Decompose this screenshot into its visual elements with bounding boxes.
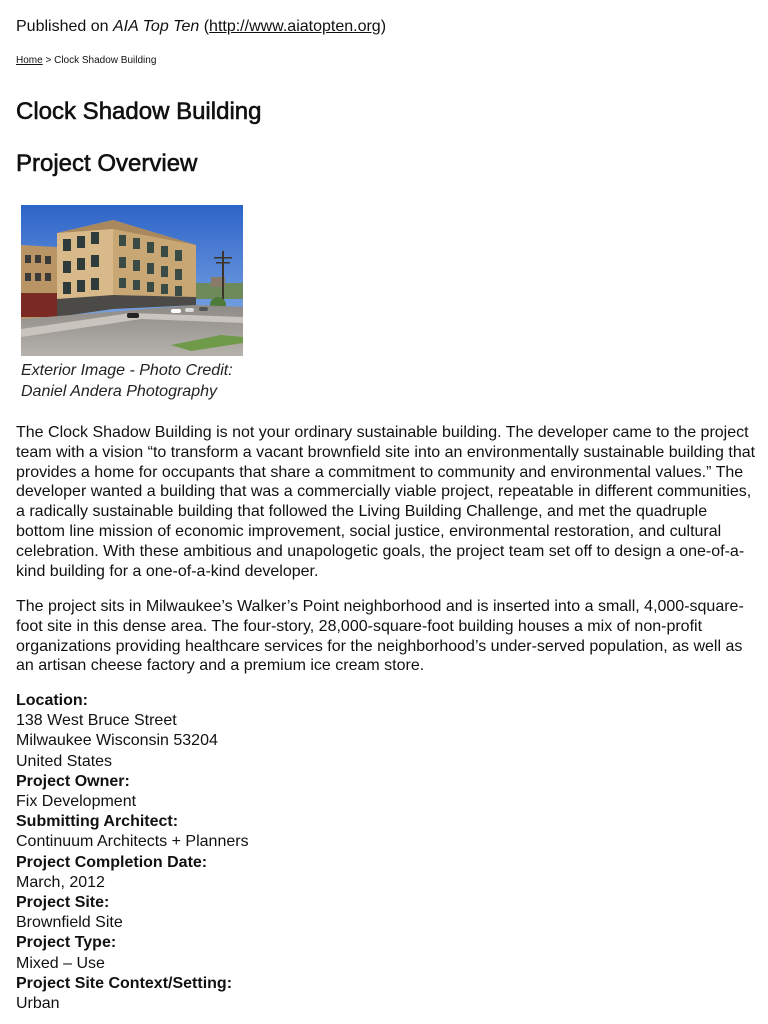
exterior-figure [21, 205, 245, 402]
type-value: Mixed – Use [16, 954, 105, 972]
site-label: Project Site: [16, 894, 110, 912]
completion-value: March, 2012 [16, 873, 105, 891]
site-name: AIA Top Ten [112, 18, 200, 35]
context-label: Project Site Context/Setting: [16, 974, 233, 992]
architect-label: Submitting Architect: [16, 813, 179, 831]
published-prefix: Published on [16, 18, 113, 35]
type-label: Project Type: [16, 934, 117, 952]
caption-line-2: Daniel Andera Photography [21, 383, 217, 400]
published-line [16, 17, 386, 37]
breadcrumb-separator: > [42, 55, 55, 66]
caption-line-1: Exterior Image - Photo Credit: [21, 362, 233, 379]
breadcrumb [16, 54, 156, 68]
page-title: Clock Shadow Building [16, 98, 262, 125]
location-address-country: United States [16, 752, 113, 770]
architect-value: Continuum Architects + Planners [16, 833, 249, 851]
location-address-city: Milwaukee Wisconsin 53204 [16, 732, 218, 750]
owner-label: Project Owner: [16, 772, 130, 790]
image-caption [21, 360, 251, 402]
overview-paragraph-2: The project sits in Milwaukee’s Walker’s Point neighborhood and is inserted into a small, 4,000-square-foot site in this dense area. The four-story, 28,000-square-foot building houses a mix of non-profit organizations providing healthcare services for the neighborhood’s under-served population, as well as an artisan cheese factory and a premium ice cream store. [16, 598, 744, 675]
section-heading: Project Overview [16, 150, 198, 177]
overview-paragraph-1: The Clock Shadow Building is not your ordinary sustainable building. The developer came to the project team with a vision “to transform a vacant brownfield site into an environmentally sustainable building that provides a home for occupants that share a commitment to community and environmental values.” The developer wanted a building that was a commercially viable project, repeatable in different communities, a radically sustainable building that followed the Living Building Challenge, and met the quadruple bottom line mission of economic improvement, social justice, environmental restoration, and cultural celebration. With these ambitious and unapologetic goals, the project team set off to design a one-of-a-kind building for a one-of-a-kind developer. [16, 424, 756, 580]
completion-label: Project Completion Date: [16, 853, 208, 871]
breadcrumb-home-link[interactable]: Home [16, 55, 43, 66]
paren-open: ( [199, 18, 210, 35]
breadcrumb-current: Clock Shadow Building [54, 55, 157, 66]
site-url-link[interactable]: http://www.aiatopten.org [209, 18, 381, 35]
paren-close: ) [380, 18, 387, 35]
location-label: Location: [16, 692, 88, 709]
site-value: Brownfield Site [16, 914, 123, 932]
context-value: Urban [16, 995, 60, 1013]
exterior-photo [21, 205, 243, 356]
location-address-street: 138 West Bruce Street [16, 712, 177, 730]
project-details [16, 691, 756, 1014]
owner-value: Fix Development [16, 793, 137, 811]
